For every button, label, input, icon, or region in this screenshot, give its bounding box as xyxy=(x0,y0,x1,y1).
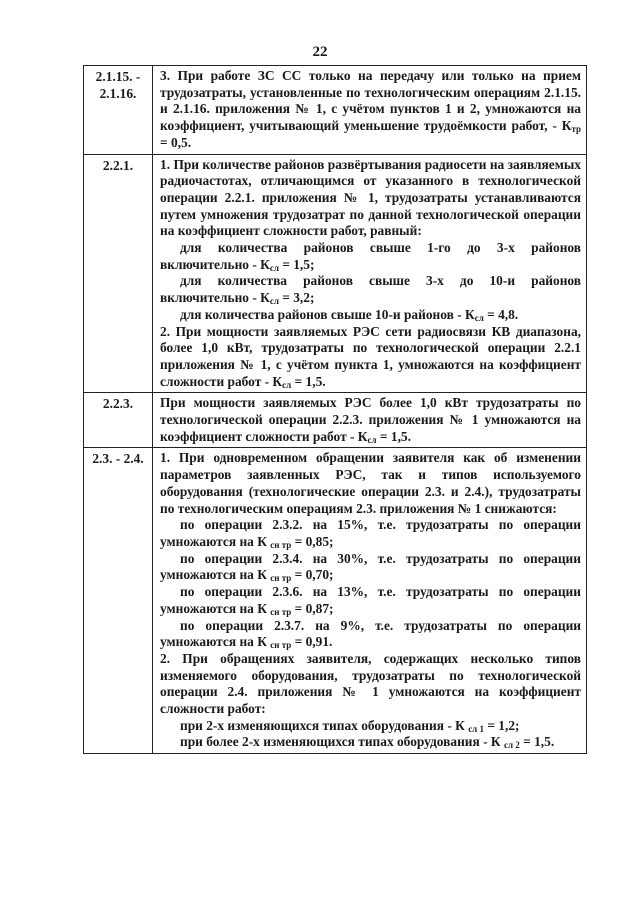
paragraph xyxy=(160,517,581,550)
row-code-cell: 2.3. - 2.4. xyxy=(84,448,153,754)
row-text-cell xyxy=(153,154,587,393)
paragraph xyxy=(160,618,581,651)
paragraph-text: 2. При обращениях заявителя, содержащих несколько типов изменяемого оборудования, трудозатраты по технологической операции 2.4. приложения № 1 умножаются на коэффициент сложности работ: xyxy=(160,650,581,717)
paragraph xyxy=(160,718,581,735)
coefficient-subscript: сн тр xyxy=(270,640,292,651)
paragraph-text: 2. При мощности заявляемых РЭС сети радиосвязи КВ диапазона, более 1,0 кВт, трудозатраты по технологической операции 2.2.1 приложения № 1, с учётом пункта 1, умножаются на коэффициент сложности работ - К xyxy=(160,323,581,389)
coefficient-subscript: сл xyxy=(269,262,279,273)
coefficient-subscript: сн тр xyxy=(270,573,292,584)
paragraph-text: по операции 2.3.4. на 30%, т.е. трудозатраты по операции умножаются на К xyxy=(160,550,581,583)
paragraph xyxy=(160,651,581,718)
paragraph-text: = 0,87; xyxy=(291,600,334,616)
paragraph-text: При мощности заявляемых РЭС более 1,0 кВт трудозатраты по технологической операции 2.2.3. приложения № 1 умножаются на коэффициент сложности работ - К xyxy=(160,395,581,444)
coefficient-subscript: сл xyxy=(367,434,377,445)
paragraph-text: по операции 2.3.6. на 13%, т.е. трудозатраты по операции умножаются на К xyxy=(160,584,581,616)
table-row xyxy=(84,66,587,155)
paragraph-text: = 1,2; xyxy=(483,717,520,733)
paragraph-text: для количества районов свыше 3-х до 10-и районов включительно - К xyxy=(160,273,581,306)
row-text-cell xyxy=(153,66,587,155)
coefficient-subscript: сл 1 xyxy=(468,723,484,734)
row-code-cell: 2.2.3. xyxy=(84,393,153,448)
coefficient-subscript: сн тр xyxy=(270,539,292,550)
paragraph-text: = 1,5. xyxy=(291,373,326,389)
paragraph xyxy=(160,734,581,751)
table-row xyxy=(84,393,587,448)
paragraph xyxy=(160,324,581,391)
table-row xyxy=(84,154,587,393)
paragraph xyxy=(160,157,581,241)
paragraph-text: = 3,2; xyxy=(278,290,315,306)
paragraph xyxy=(160,240,581,273)
table-body xyxy=(84,66,587,754)
paragraph-text: = 0,5. xyxy=(160,134,192,150)
paragraph-text: по операции 2.3.7. на 9%, т.е. трудозатраты по операции умножаются на К xyxy=(160,617,581,650)
paragraph-text: при 2-х изменяющихся типах оборудования - К xyxy=(180,717,469,733)
paragraph-text: по операции 2.3.2. на 15%, т.е. трудозатраты по операции умножаются на К xyxy=(160,517,581,549)
paragraph-text: = 4,8. xyxy=(483,306,519,322)
paragraph xyxy=(160,551,581,584)
paragraph xyxy=(160,584,581,617)
coefficient-subscript: сл xyxy=(282,379,292,390)
paragraph-text: = 1,5. xyxy=(376,428,411,444)
row-text-cell xyxy=(153,393,587,448)
table-row xyxy=(84,448,587,754)
paragraph-text: для количества районов свыше 10-и районов - К xyxy=(180,306,475,322)
paragraph xyxy=(160,450,581,517)
paragraph-text: = 1,5. xyxy=(519,734,555,750)
coefficients-table xyxy=(83,65,587,754)
paragraph-text: 3. При работе ЗС СС только на передачу или только на прием трудозатраты, установленные по технологическим операциям 2.1.15. и 2.1.16. приложения № 1, с учётом пунктов 1 и 2, умножаются на коэффициент, учитывающий уменьшение трудоёмкости работ, - К xyxy=(160,68,581,134)
coefficient-subscript: сл 2 xyxy=(503,740,520,751)
paragraph-text: 1. При количестве районов развёртывания радиосети на заявляемых радиочастотах, отличающимся от указанного в технологической операции 2.2.1. приложения № 1, трудозатраты устанавливаются путем умножения трудозатрат по данной технологической операции на коэффициент сложности работ, равный: xyxy=(160,156,581,239)
coefficient-subscript: тр xyxy=(571,124,581,135)
paragraph xyxy=(160,395,581,445)
paragraph-text: для количества районов свыше 1-го до 3-х районов включительно - К xyxy=(160,240,581,272)
paragraph-text: = 1,5; xyxy=(278,256,315,272)
paragraph-text: 1. При одновременном обращении заявителя как об изменении параметров заявленных РЭС, так и типов используемого оборудования (технологические операции 2.3. и 2.4.), трудозатраты по технологическим операциям 2.3. приложения № 1 снижаются: xyxy=(160,450,581,516)
paragraph xyxy=(160,307,581,324)
paragraph-text: = 0,70; xyxy=(291,567,334,583)
row-code-cell: 2.2.1. xyxy=(84,154,153,393)
paragraph xyxy=(160,68,581,152)
coefficient-subscript: сл xyxy=(474,312,484,323)
paragraph-text: = 0,91. xyxy=(291,634,333,650)
paragraph-text: при более 2-х изменяющихся типах оборудования - К xyxy=(180,734,504,750)
row-code-cell: 2.1.15. - 2.1.16. xyxy=(84,66,153,155)
page-number: 22 xyxy=(312,44,328,60)
paragraph-text: = 0,85; xyxy=(291,533,334,549)
coefficient-subscript: сн тр xyxy=(270,606,292,617)
paragraph xyxy=(160,273,581,306)
coefficient-subscript: сл xyxy=(269,296,279,307)
row-text-cell xyxy=(153,448,587,754)
